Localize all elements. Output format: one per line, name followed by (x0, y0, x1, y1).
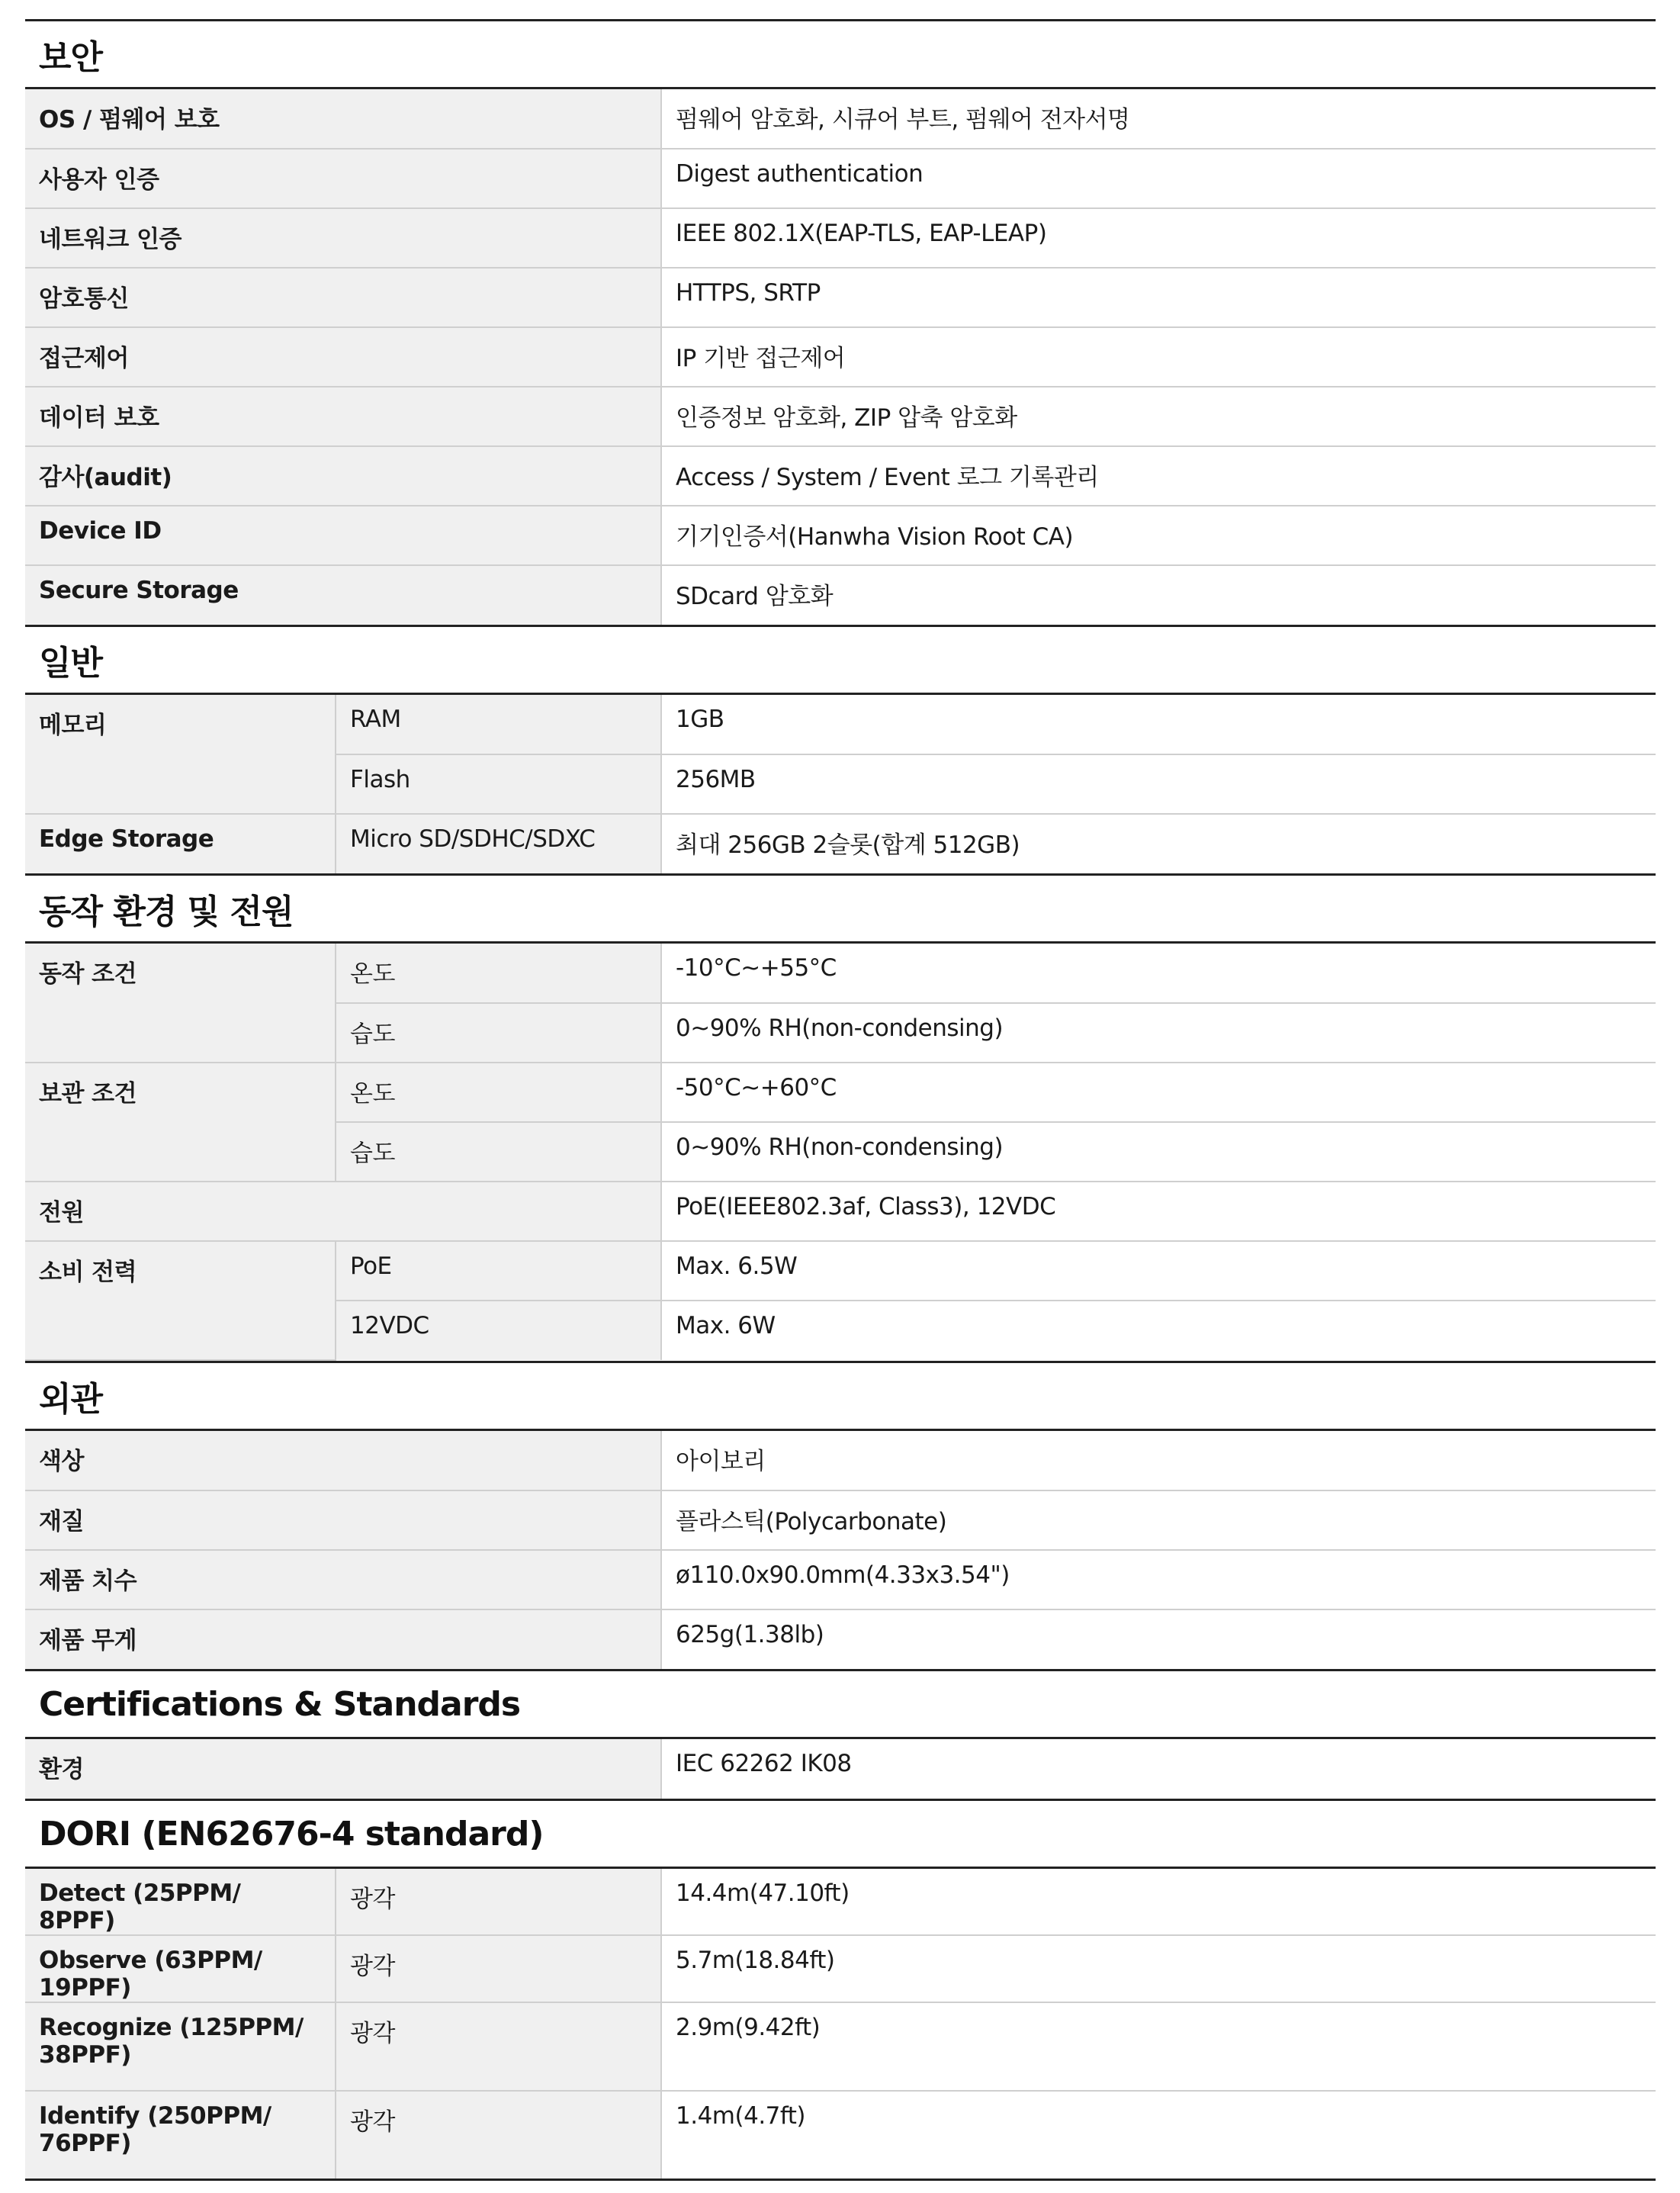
table-row (25, 814, 1656, 873)
environment-table (25, 944, 1656, 1361)
table-row (25, 327, 1656, 387)
row-label: Edge Storage (25, 814, 336, 873)
row-value: 기기인증서(Hanwha Vision Root CA) (661, 506, 1656, 565)
row-value: 14.4m(47.10ft) (661, 1869, 1656, 1935)
row-value: 2.9m(9.42ft) (661, 2002, 1656, 2091)
row-sublabel: 광각 (336, 2091, 661, 2179)
row-label: Identify (250PPM/ 76PPF) (25, 2091, 336, 2179)
row-label: 재질 (25, 1490, 661, 1550)
row-label: 사용자 인증 (25, 149, 661, 208)
dori-table (25, 1869, 1656, 2181)
table-row (25, 2002, 1656, 2091)
row-value: 인증정보 암호화, ZIP 압축 암호화 (661, 387, 1656, 446)
row-sublabel: 광각 (336, 1935, 661, 2002)
row-sublabel: 12VDC (336, 1301, 661, 1360)
table-row (25, 1490, 1656, 1550)
row-label: 소비 전력 (25, 1241, 336, 1360)
table-row (25, 1609, 1656, 1669)
row-sublabel: 온도 (336, 944, 661, 1003)
row-label: Device ID (25, 506, 661, 565)
table-row (25, 1063, 1656, 1122)
row-value: Max. 6W (661, 1301, 1656, 1360)
row-value: ø110.0x90.0mm(4.33x3.54") (661, 1550, 1656, 1609)
row-label: 감사(audit) (25, 446, 661, 506)
row-label: 색상 (25, 1431, 661, 1490)
row-label: Observe (63PPM/ 19PPF) (25, 1935, 336, 2002)
table-row (25, 1182, 1656, 1241)
row-sublabel: RAM (336, 695, 661, 754)
table-row (25, 1550, 1656, 1609)
table-row (25, 149, 1656, 208)
table-row (25, 1241, 1656, 1301)
section-title-appearance: 외관 (25, 1361, 1656, 1431)
table-row (25, 506, 1656, 565)
row-value: PoE(IEEE802.3af, Class3), 12VDC (661, 1182, 1656, 1241)
table-row (25, 695, 1656, 754)
row-sublabel: 습도 (336, 1122, 661, 1182)
row-value: -10°C~+55°C (661, 944, 1656, 1003)
row-value: Max. 6.5W (661, 1241, 1656, 1301)
row-label: Secure Storage (25, 565, 661, 625)
row-value: Digest authentication (661, 149, 1656, 208)
table-row (25, 2091, 1656, 2179)
table-row (25, 446, 1656, 506)
row-value: 아이보리 (661, 1431, 1656, 1490)
table-row (25, 1739, 1656, 1799)
row-value: 0~90% RH(non-condensing) (661, 1003, 1656, 1063)
row-label: 동작 조건 (25, 944, 336, 1063)
row-label: OS / 펌웨어 보호 (25, 89, 661, 149)
table-row (25, 89, 1656, 149)
row-label: 네트워크 인증 (25, 208, 661, 268)
row-value: 펌웨어 암호화, 시큐어 부트, 펌웨어 전자서명 (661, 89, 1656, 149)
row-label: 메모리 (25, 695, 336, 814)
row-value: 1.4m(4.7ft) (661, 2091, 1656, 2179)
row-value: IEEE 802.1X(EAP-TLS, EAP-LEAP) (661, 208, 1656, 268)
row-sublabel: Flash (336, 754, 661, 814)
section-title-environment: 동작 환경 및 전원 (25, 873, 1656, 944)
row-label: Detect (25PPM/ 8PPF) (25, 1869, 336, 1935)
row-sublabel: 온도 (336, 1063, 661, 1122)
security-table (25, 89, 1656, 625)
row-label: 데이터 보호 (25, 387, 661, 446)
row-label: 전원 (25, 1182, 661, 1241)
row-sublabel: 습도 (336, 1003, 661, 1063)
table-row (25, 1431, 1656, 1490)
table-row (25, 565, 1656, 625)
row-value: HTTPS, SRTP (661, 268, 1656, 327)
row-value: 0~90% RH(non-condensing) (661, 1122, 1656, 1182)
appearance-table (25, 1431, 1656, 1669)
row-value: SDcard 암호화 (661, 565, 1656, 625)
section-title-certifications: Certifications & Standards (25, 1669, 1656, 1739)
row-sublabel: 광각 (336, 1869, 661, 1935)
row-value: 625g(1.38lb) (661, 1609, 1656, 1669)
row-label: 보관 조건 (25, 1063, 336, 1182)
row-label: 접근제어 (25, 327, 661, 387)
table-row (25, 387, 1656, 446)
row-value: 플라스틱(Polycarbonate) (661, 1490, 1656, 1550)
table-row (25, 1935, 1656, 2002)
spec-sheet (25, 19, 1656, 2181)
section-title-dori: DORI (EN62676-4 standard) (25, 1799, 1656, 1869)
row-label: 암호통신 (25, 268, 661, 327)
table-row (25, 944, 1656, 1003)
row-sublabel: 광각 (336, 2002, 661, 2091)
row-value: -50°C~+60°C (661, 1063, 1656, 1122)
section-title-general: 일반 (25, 625, 1656, 695)
row-label: 제품 무게 (25, 1609, 661, 1669)
row-label: 제품 치수 (25, 1550, 661, 1609)
section-title-security: 보안 (25, 19, 1656, 89)
row-value: IEC 62262 IK08 (661, 1739, 1656, 1799)
row-value: 최대 256GB 2슬롯(합계 512GB) (661, 814, 1656, 873)
row-value: 1GB (661, 695, 1656, 754)
row-value: IP 기반 접근제어 (661, 327, 1656, 387)
row-sublabel: Micro SD/SDHC/SDXC (336, 814, 661, 873)
table-row (25, 208, 1656, 268)
certifications-table (25, 1739, 1656, 1799)
row-value: 256MB (661, 754, 1656, 814)
row-label: 환경 (25, 1739, 661, 1799)
general-table (25, 695, 1656, 873)
table-row (25, 1869, 1656, 1935)
table-row (25, 268, 1656, 327)
row-label: Recognize (125PPM/ 38PPF) (25, 2002, 336, 2091)
row-value: 5.7m(18.84ft) (661, 1935, 1656, 2002)
row-sublabel: PoE (336, 1241, 661, 1301)
row-value: Access / System / Event 로그 기록관리 (661, 446, 1656, 506)
